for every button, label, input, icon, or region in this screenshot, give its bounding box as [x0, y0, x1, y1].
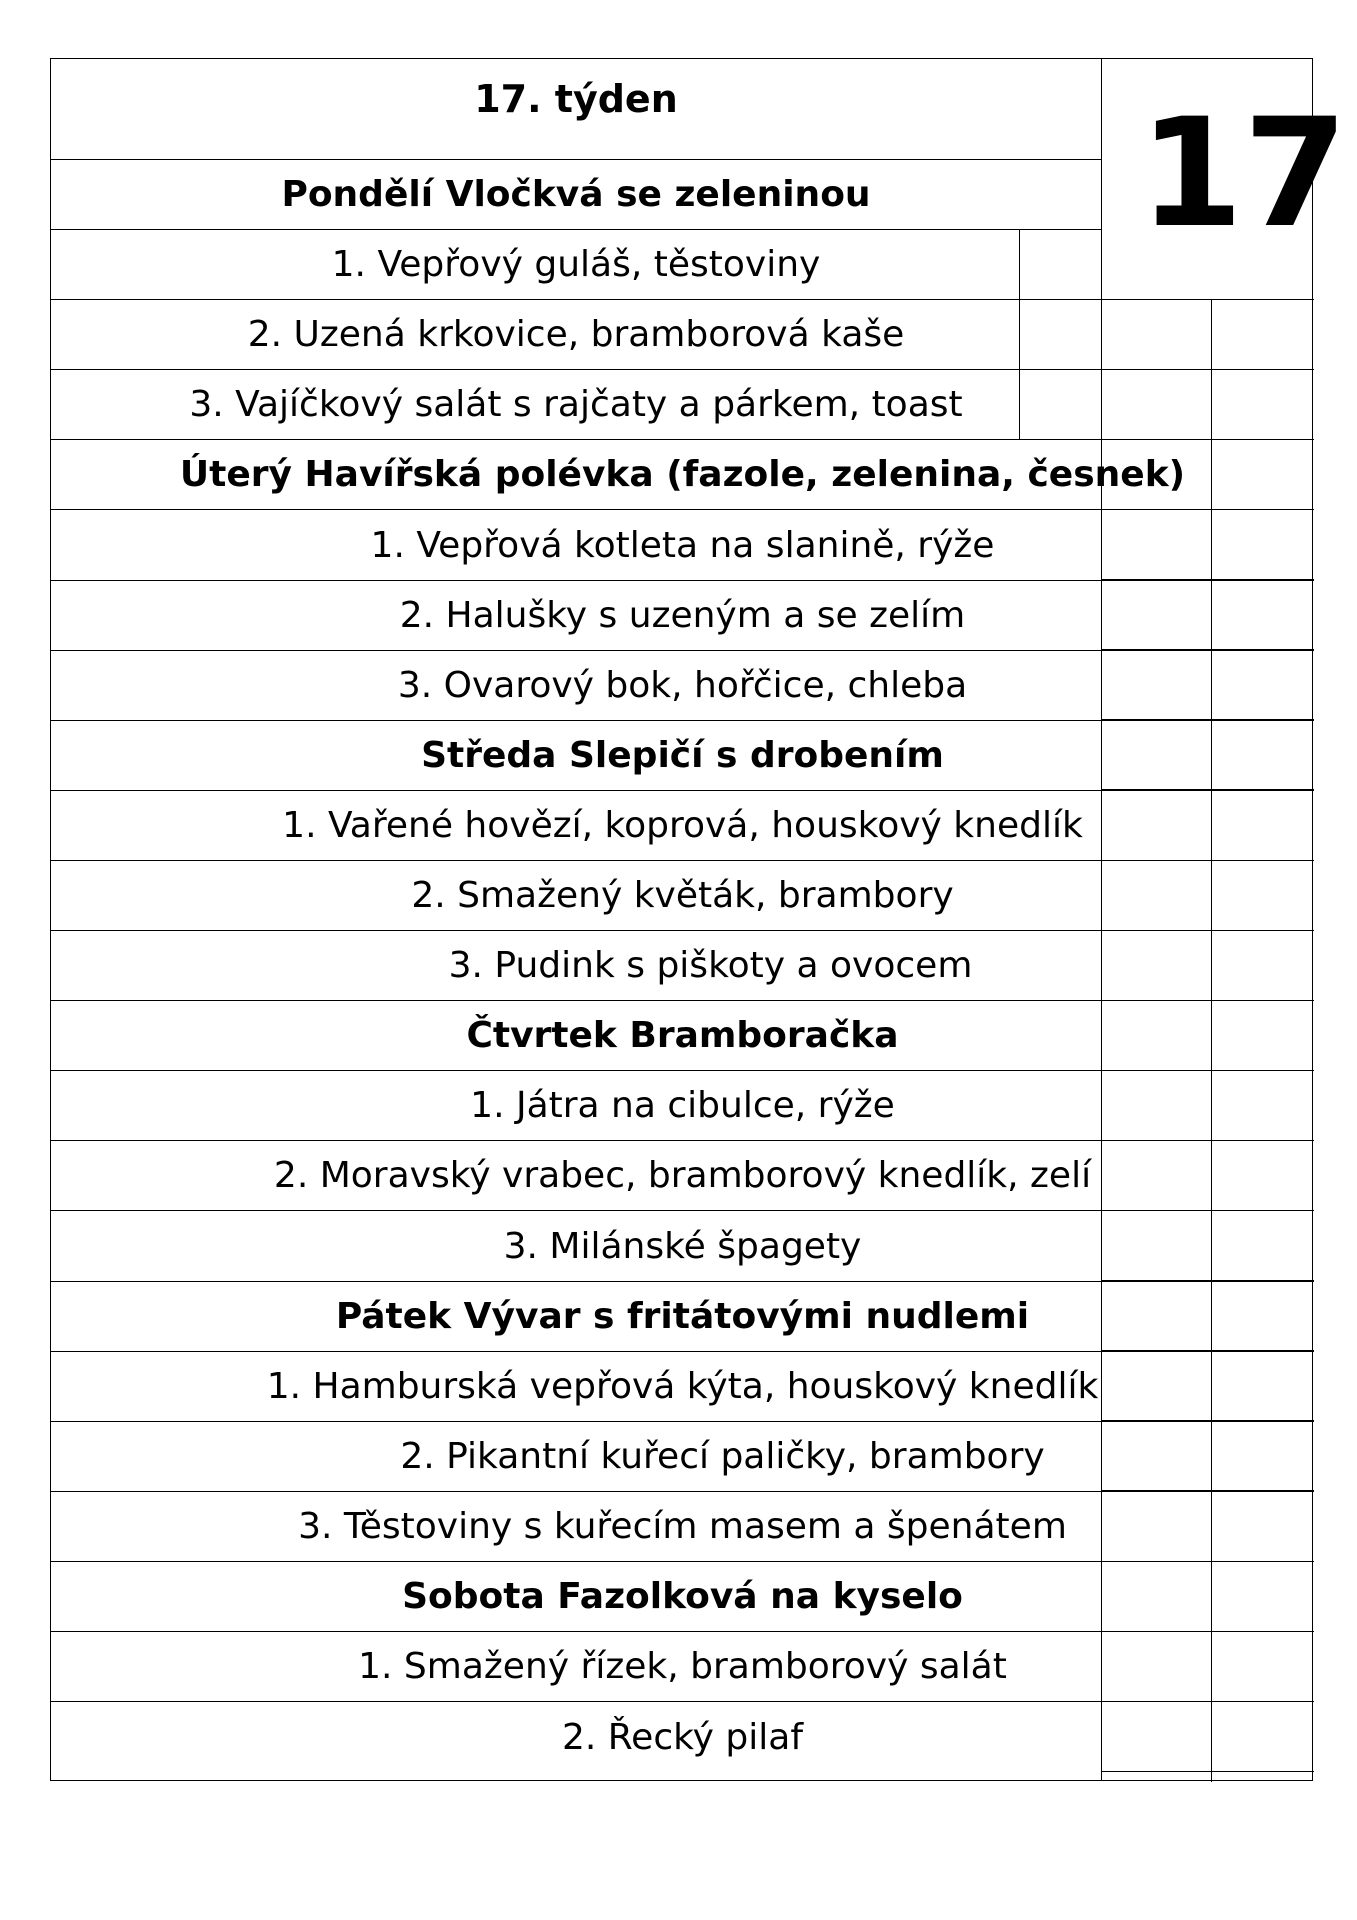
column-divider [1019, 230, 1020, 440]
meal-row [51, 300, 1101, 370]
meal-text: 3. Milánské špagety [503, 1225, 862, 1267]
checkbox-row-line [1101, 1140, 1314, 1141]
day-soup-text: Úterý Havířská polévka (fazole, zelenina, česnek) [179, 454, 1186, 496]
day-soup-row [51, 1001, 1314, 1071]
meal-row [51, 861, 1314, 931]
day-soup-text: Čtvrtek Bramboračka [466, 1015, 899, 1057]
checkbox-row-line [1101, 1350, 1314, 1351]
meal-row [51, 230, 1101, 300]
week-title-row [51, 59, 1101, 160]
meal-row [51, 791, 1314, 861]
meal-row [51, 1422, 1314, 1492]
meal-text: 2. Smažený květák, brambory [411, 875, 954, 917]
checkbox-row-line [1101, 1490, 1314, 1491]
day-soup-text: Středa Slepičí s drobením [421, 734, 944, 776]
weekly-menu-table [50, 58, 1348, 1781]
meal-row [51, 1352, 1314, 1422]
checkbox-row-line [1101, 1631, 1314, 1632]
checkbox-row-line [1101, 1561, 1314, 1562]
meal-text: 2. Halušky s uzeným a se zelím [399, 594, 966, 636]
meal-text: 2. Moravský vrabec, bramborový knedlík, zelí [273, 1155, 1092, 1197]
meal-text: 1. Vepřový guláš, těstoviny [331, 244, 821, 286]
meal-row [51, 581, 1314, 651]
meal-row [51, 511, 1314, 581]
day-soup-row [51, 1282, 1314, 1352]
checkbox-row-line [1101, 789, 1314, 790]
meal-text: 1. Vepřová kotleta na slanině, rýže [370, 524, 995, 566]
day-soup-text: Pátek Vývar s fritátovými nudlemi [335, 1295, 1030, 1337]
meal-text: 1. Smažený řízek, bramborový salát [358, 1646, 1007, 1688]
checkbox-row-line [1101, 299, 1314, 300]
meal-row [51, 370, 1101, 440]
checkbox-row-line [1101, 579, 1314, 580]
meal-text: 3. Pudink s piškoty a ovocem [448, 945, 973, 987]
checkbox-row-line [1101, 509, 1314, 510]
day-soup-row [51, 721, 1314, 791]
day-soup-text: Sobota Fazolková na kyselo [402, 1576, 963, 1618]
meal-row [51, 651, 1314, 721]
meal-row [51, 1071, 1314, 1141]
meal-text: 2. Řecký pilaf [561, 1716, 804, 1758]
meal-text: 3. Ovarový bok, hořčice, chleba [397, 664, 968, 706]
meal-text: 3. Vajíčkový salát s rajčaty a párkem, toast [189, 384, 963, 426]
day-soup-row [51, 1562, 1314, 1632]
checkbox-row-line [1101, 1000, 1314, 1001]
meal-text: 1. Vařené hovězí, koprová, houskový knedlík [282, 804, 1083, 846]
meal-row [51, 1492, 1314, 1562]
checkbox-row-line [1101, 1280, 1314, 1281]
day-soup-row [51, 160, 1101, 230]
day-soup-text: Pondělí Vločkvá se zeleninou [281, 174, 871, 216]
meal-text: 1. Játra na cibulce, rýže [470, 1085, 895, 1127]
checkbox-row-line [1101, 1210, 1314, 1211]
meal-text: 3. Těstoviny s kuřecím masem a špenátem [298, 1505, 1067, 1547]
meal-row [51, 1702, 1314, 1772]
meal-row [51, 931, 1314, 1001]
week-number: 17 [1139, 87, 1348, 261]
checkbox-row-line [1101, 1771, 1314, 1772]
checkbox-row-line [1101, 930, 1314, 931]
meal-text: 2. Uzená krkovice, bramborová kaše [247, 314, 905, 356]
checkbox-row-line [1101, 649, 1314, 650]
meal-row [51, 1212, 1314, 1282]
checkbox-row-line [1101, 1701, 1314, 1702]
meal-row [51, 1141, 1314, 1211]
checkbox-row-line [1101, 439, 1314, 440]
column-divider [1101, 59, 1102, 1780]
checkbox-row-line [1101, 369, 1314, 370]
week-title: 17. týden [474, 77, 678, 121]
checkbox-row-line [1101, 1070, 1314, 1071]
meal-text: 1. Hamburská vepřová kýta, houskový knedlík [266, 1365, 1099, 1407]
meal-row [51, 1632, 1314, 1702]
day-soup-row [51, 440, 1314, 510]
checkbox-row-line [1101, 719, 1314, 720]
checkbox-row-line [1101, 1420, 1314, 1421]
meal-text: 2. Pikantní kuřecí paličky, brambory [400, 1435, 1045, 1477]
checkbox-row-line [1101, 860, 1314, 861]
